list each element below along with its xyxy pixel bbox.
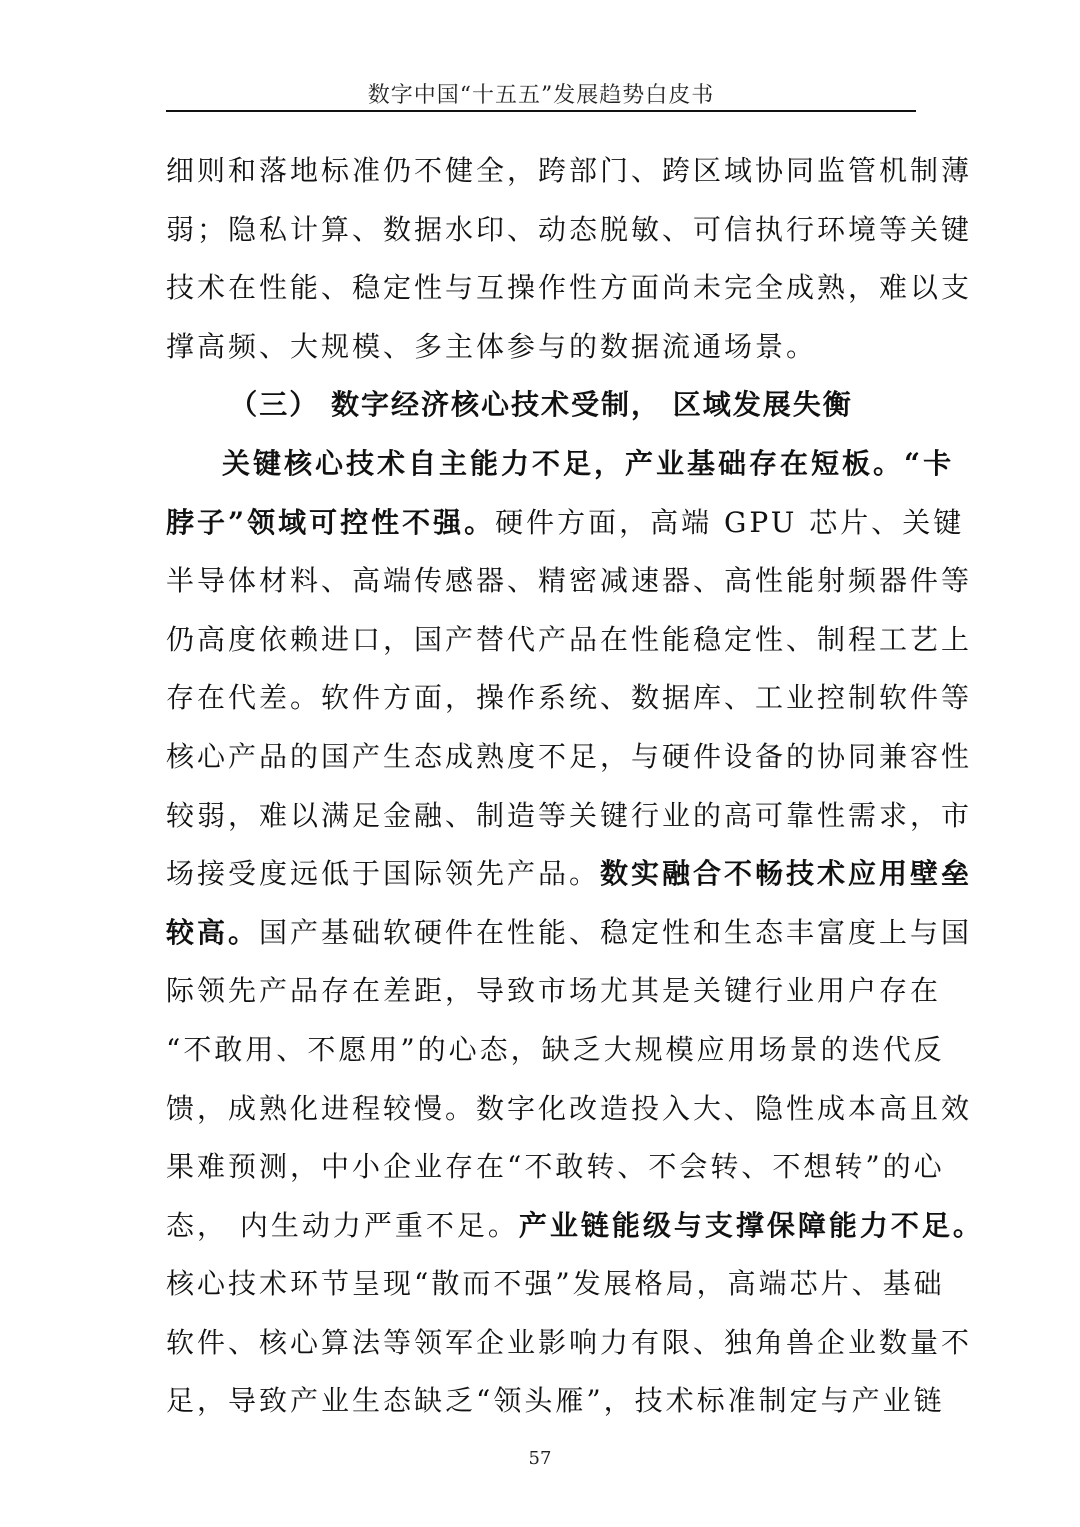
text-line: 核心产品的国产生态成熟度不足，与硬件设备的协同兼容性	[166, 739, 973, 773]
bold-phrase: 关键核心技术自主能力不足，产业基础存在短板。“卡	[222, 446, 955, 480]
text-line: “不敢用、不愿用”的心态，缺乏大规模应用场景的迭代反	[166, 1032, 945, 1066]
body-text	[166, 142, 984, 1431]
page-number: 57	[528, 1448, 552, 1469]
bold-phrase: 脖子”领域可控性不强。	[166, 505, 496, 539]
text-line: 较弱，难以满足金融、制造等关键行业的高可靠性需求，市	[166, 798, 973, 832]
running-header: 数字中国“十五五”发展趋势白皮书	[367, 83, 715, 108]
text-line: 际领先产品存在差距，导致市场尤其是关键行业用户存在	[166, 974, 942, 1008]
text-line: 仍高度依赖进口，国产替代产品在性能稳定性、制程工艺上	[166, 622, 973, 656]
text-line: 足，导致产业生态缺乏“领头雁”，技术标准制定与产业链	[166, 1384, 945, 1418]
text-line: 软件、核心算法等领军企业影响力有限、独角兽企业数量不	[166, 1325, 973, 1359]
text-line: 核心技术环节呈现“散而不强”发展格局，高端芯片、基础	[166, 1267, 945, 1301]
bold-phrase: 产业链能级与支撑保障能力不足。	[518, 1208, 984, 1242]
bold-phrase: 数实融合不畅技术应用壁垒	[600, 857, 973, 891]
text-line: 技术在性能、稳定性与互操作性方面尚未完全成熟，难以支	[166, 271, 973, 305]
text-line: 弱；隐私计算、数据水印、动态脱敏、可信执行环境等关键	[166, 212, 973, 246]
text-line	[166, 435, 955, 494]
section-heading: （三） 数字经济核心技术受制， 区域发展失衡	[229, 388, 853, 422]
bold-phrase: 较高。	[166, 915, 260, 949]
text-line: 存在代差。软件方面，操作系统、数据库、工业控制软件等	[166, 681, 973, 715]
text-line: 脖子”领域可控性不强。硬件方面，高端 GPU 芯片、关键	[166, 505, 965, 539]
text-line: 场接受度远低于国际领先产品。数实融合不畅技术应用壁垒	[166, 857, 973, 891]
text-line: 撑高频、大规模、多主体参与的数据流通场景。	[166, 329, 818, 363]
text-line: 半导体材料、高端传感器、精密减速器、高性能射频器件等	[166, 564, 973, 598]
text-line: 态， 内生动力严重不足。产业链能级与支撑保障能力不足。	[166, 1208, 984, 1242]
text-line: 馈，成熟化进程较慢。数字化改造投入大、隐性成本高且效	[166, 1091, 973, 1125]
header-rule	[166, 110, 916, 112]
text-line: 果难预测，中小企业存在“不敢转、不会转、不想转”的心	[166, 1150, 945, 1184]
text-line: 较高。国产基础软硬件在性能、稳定性和生态丰富度上与国	[166, 915, 973, 949]
text-line: 细则和落地标准仍不健全，跨部门、跨区域协同监管机制薄	[166, 154, 973, 187]
